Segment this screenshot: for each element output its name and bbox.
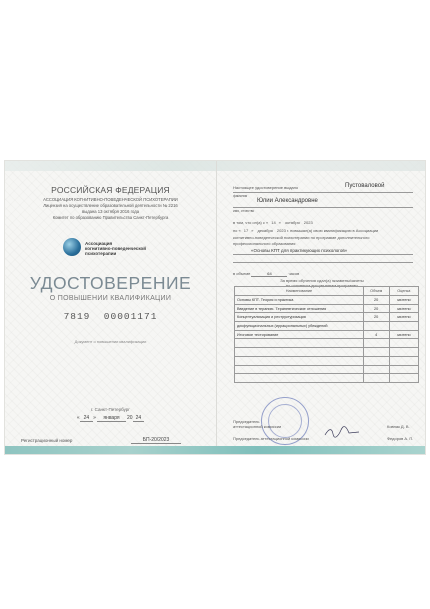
- chair-label: Председатель: [233, 419, 260, 424]
- cell-grade: [389, 374, 418, 383]
- surname-underline: [233, 192, 413, 193]
- secretary-name: Федоров А. П.: [387, 436, 414, 441]
- issued-to-label: Настоящее удостоверение выдано: [233, 185, 299, 190]
- header-volume: Объем: [363, 287, 389, 296]
- license-block: [5, 197, 216, 221]
- to-year: 23: [281, 228, 286, 233]
- table-header-row: [235, 287, 419, 296]
- table-row: [235, 348, 419, 357]
- cell-name: [235, 356, 364, 365]
- cell-volume: [363, 365, 389, 374]
- table-row: [235, 374, 419, 383]
- license-line-3: Комитет по образованию Правительства Санкт-Петербурга: [52, 215, 169, 220]
- period-from-label: в том, что он(а) с: [233, 220, 265, 225]
- cell-name: Введение в терапию. Терапевтические отношения: [235, 304, 364, 313]
- logo-line-3: психотерапии: [85, 251, 117, 256]
- program-underline: [233, 254, 413, 255]
- recipient-surname: Пустоваловой: [345, 183, 385, 189]
- cell-volume: [363, 339, 389, 348]
- cell-grade: [389, 339, 418, 348]
- exams-text: За время обучения сдал(а) экзамены/зачеты: [280, 278, 364, 283]
- cell-name: [235, 339, 364, 348]
- volume-line: [233, 271, 299, 277]
- period-from-line: в том, что он(а) с « 14 » октября 2023: [233, 220, 313, 225]
- cell-grade: зачтено: [389, 296, 418, 305]
- surname-label: фамилия: [233, 194, 248, 198]
- issue-day: 24: [80, 415, 94, 422]
- serial-number: [5, 311, 216, 322]
- program-name: «Основы КПТ для практикующих психологов»: [251, 248, 348, 253]
- cell-name: Основы КПТ. Теория и практика: [235, 296, 364, 305]
- header-grade: Оценка: [389, 287, 418, 296]
- cell-name: [235, 365, 364, 374]
- table-row: [235, 296, 419, 305]
- recipient-name: Юлии Александровне: [257, 198, 318, 204]
- period-to-line: по « 17 » декабря 2023 г. повышал(а) свою квалификацию в Ассоциации: [233, 228, 379, 233]
- org-name: АССОЦИАЦИЯ КОГНИТИВНО-ПОВЕДЕНЧЕСКОЙ ПСИХОТЕРАПИИ: [43, 197, 178, 202]
- from-year: 23: [308, 220, 313, 225]
- header-name: Наименование: [235, 287, 364, 296]
- cell-volume: [363, 374, 389, 383]
- to-month: декабря: [257, 228, 273, 233]
- cell-grade: [389, 322, 418, 331]
- program-underline-2: [233, 262, 413, 263]
- globe-icon: [63, 238, 81, 256]
- cell-volume: [363, 322, 389, 331]
- cell-volume: [363, 348, 389, 357]
- name-underline: [233, 207, 413, 208]
- cell-grade: зачтено: [389, 330, 418, 339]
- cell-grade: [389, 365, 418, 374]
- issue-city: г. Санкт-Петербург: [91, 407, 130, 412]
- hours-unit: часов: [288, 271, 300, 276]
- cell-grade: [389, 348, 418, 357]
- association-logo: [63, 238, 163, 258]
- license-line-1: Лицензия на осуществление образовательной деятельности № 2216: [43, 203, 178, 208]
- table-row: [235, 339, 419, 348]
- program-line-3: профессионального образования: [233, 241, 296, 246]
- registration-number: БП-20/2023: [131, 437, 181, 444]
- logo-text: [85, 241, 146, 256]
- cell-name: [235, 348, 364, 357]
- cell-volume: 20: [363, 296, 389, 305]
- period-to-label: по: [233, 228, 238, 233]
- cell-grade: зачтено: [389, 313, 418, 322]
- license-line-2: выдана 13 октября 2016 года: [81, 209, 140, 214]
- cell-name: Концептуализация и реструктуризация: [235, 313, 364, 322]
- secretary-label: Председатель аттестационной комиссии: [233, 436, 309, 441]
- right-page: [217, 161, 427, 454]
- logo-line-2: когнитивно-поведенческой: [85, 246, 147, 251]
- table-row: [235, 330, 419, 339]
- registration-label: Регистрационный номер: [21, 438, 73, 443]
- cell-name: Итоговое тестирование: [235, 330, 364, 339]
- cell-grade: зачтено: [389, 304, 418, 313]
- cell-volume: 4: [363, 330, 389, 339]
- cell-name: дисфункциональных (иррациональных) убеждений: [235, 322, 364, 331]
- table-row: [235, 313, 419, 322]
- chair-name: Ковпак Д. В.: [387, 424, 410, 429]
- exams-text-2: по основным дисциплинам программы: [285, 283, 359, 288]
- table-row: [235, 304, 419, 313]
- table-row: [235, 322, 419, 331]
- program-line-2: когнитивно-поведенческой психотерапии по программе дополнительного: [233, 235, 370, 240]
- certificate-document: [4, 160, 426, 455]
- logo-line-1: Ассоциация: [85, 241, 113, 246]
- decorative-bottom-strip: [5, 446, 425, 454]
- cell-volume: [363, 356, 389, 365]
- issue-month: января: [97, 415, 125, 422]
- cell-volume: 20: [363, 313, 389, 322]
- from-day: 14: [271, 220, 276, 225]
- signature-scribble: [323, 426, 361, 438]
- hours-value: 64: [251, 271, 287, 277]
- issue-year: 24: [133, 415, 145, 422]
- from-month: октября: [285, 220, 300, 225]
- disciplines-table: [234, 286, 419, 383]
- issue-date: « 24 » января 20 24: [5, 415, 216, 421]
- serial-digits: 00001171: [103, 311, 158, 322]
- chair-label-2: аттестационной комиссии: [233, 424, 282, 429]
- left-page: [5, 161, 216, 454]
- serial-prefix: 7819: [63, 311, 91, 322]
- country-title: РОССИЙСКАЯ ФЕДЕРАЦИЯ: [51, 185, 170, 195]
- name-label: имя, отчество: [233, 209, 255, 213]
- document-subtitle: О ПОВЫШЕНИИ КВАЛИФИКАЦИИ: [49, 295, 172, 302]
- volume-label: в объеме: [233, 271, 251, 276]
- passed-text: г. повышал(а) свою квалификацию в Ассоциации: [286, 228, 379, 233]
- table-row: [235, 365, 419, 374]
- cell-volume: 20: [363, 304, 389, 313]
- document-note: Документ о повышении квалификации: [74, 339, 147, 344]
- cell-name: [235, 374, 364, 383]
- table-row: [235, 356, 419, 365]
- document-title: УДОСТОВЕРЕНИЕ: [29, 273, 192, 293]
- to-day: 17: [243, 228, 249, 233]
- cell-grade: [389, 356, 418, 365]
